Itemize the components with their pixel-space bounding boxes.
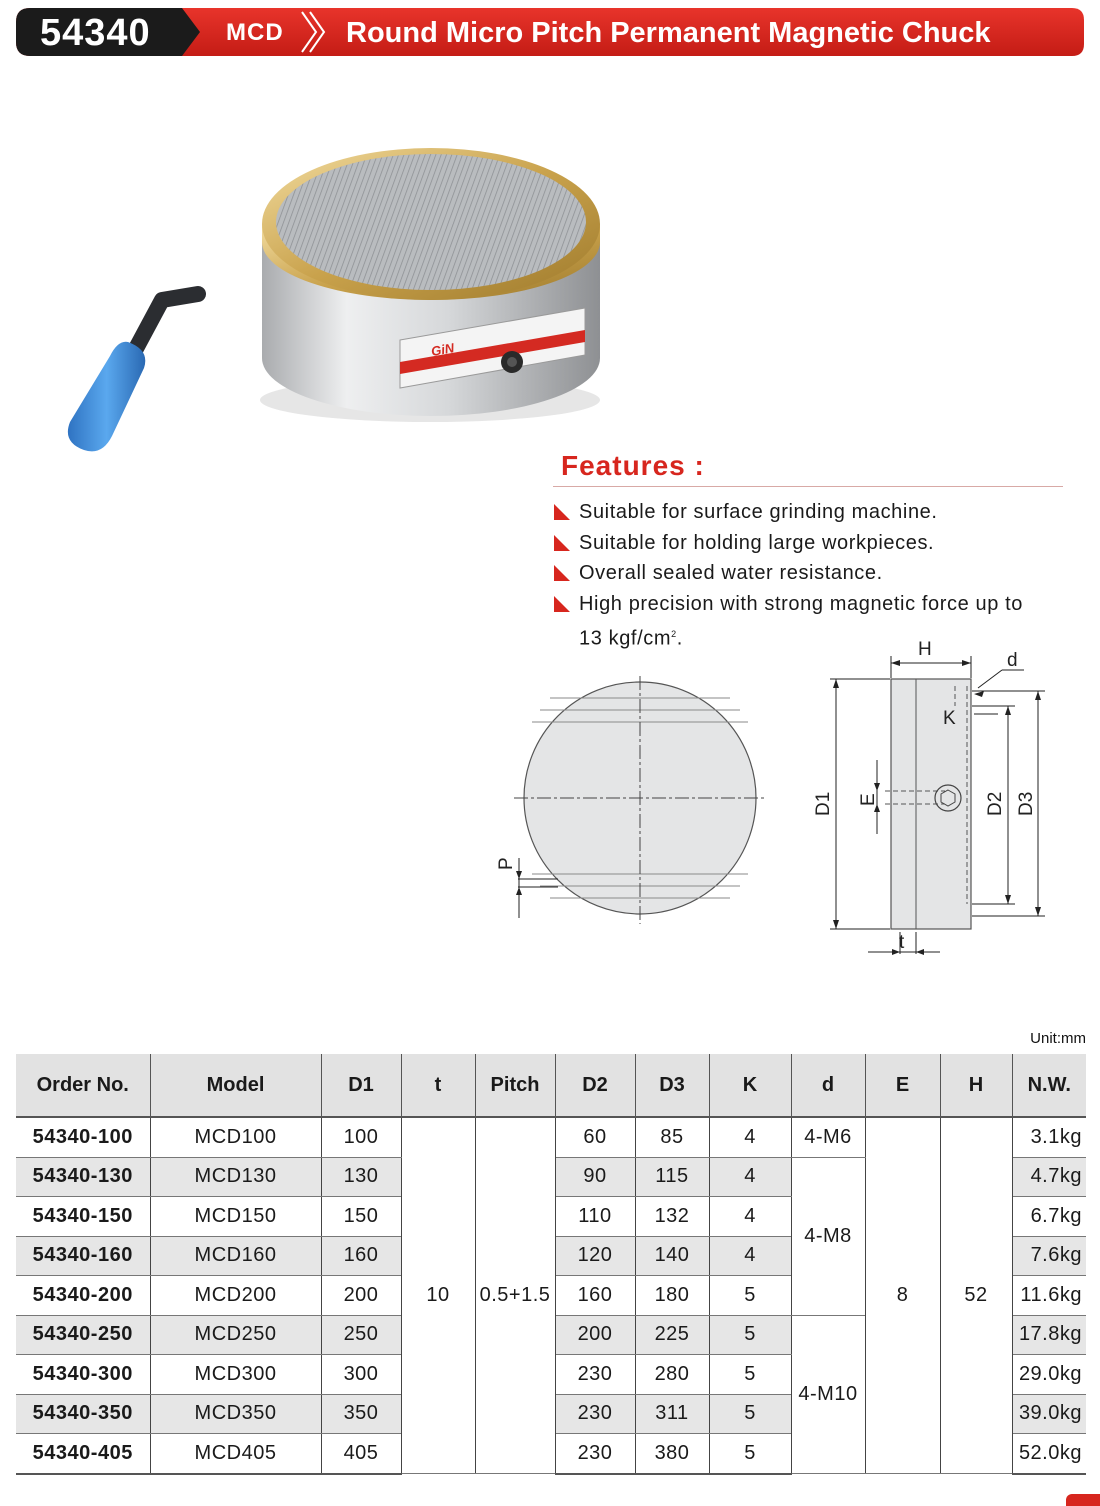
d2-cell: 200 (555, 1315, 635, 1355)
dim-label-e: E (858, 793, 879, 806)
model-cell: MCD300 (150, 1355, 321, 1395)
dim-label-d1: D1 (813, 791, 834, 816)
k-cell: 4 (709, 1197, 791, 1237)
col-header-model: Model (150, 1054, 321, 1117)
model-cell: MCD130 (150, 1157, 321, 1197)
col-header-h: H (940, 1054, 1012, 1117)
model-cell: MCD160 (150, 1236, 321, 1276)
order-no-cell: 54340-350 (16, 1394, 150, 1434)
col-header-e: E (865, 1054, 940, 1117)
feature-text: High precision with strong magnetic force up to (579, 592, 1023, 615)
nw-cell: 29.0kg (1012, 1355, 1086, 1395)
d2-cell: 230 (555, 1434, 635, 1474)
red-triangle-bullet-icon (553, 534, 571, 552)
feature-text: Suitable for surface grinding machine. (579, 501, 938, 523)
technical-drawing (490, 636, 1080, 966)
d1-cell: 405 (321, 1434, 401, 1474)
d1-cell: 300 (321, 1355, 401, 1395)
d3-cell: 380 (635, 1434, 709, 1474)
d-cell: 4-M10 (791, 1315, 865, 1474)
k-cell: 5 (709, 1315, 791, 1355)
model-cell: MCD150 (150, 1197, 321, 1237)
d1-cell: 250 (321, 1315, 401, 1355)
product-image (40, 130, 640, 470)
nw-cell: 3.1kg (1012, 1117, 1086, 1157)
nw-cell: 17.8kg (1012, 1315, 1086, 1355)
d2-cell: 230 (555, 1355, 635, 1395)
nw-cell: 39.0kg (1012, 1394, 1086, 1434)
order-no-cell: 54340-250 (16, 1315, 150, 1355)
features-list (553, 497, 1073, 619)
d1-cell: 160 (321, 1236, 401, 1276)
col-header-d: d (791, 1054, 865, 1117)
order-no-cell: 54340-300 (16, 1355, 150, 1395)
dim-label-d2: D2 (985, 791, 1006, 816)
e-cell: 8 (865, 1117, 940, 1474)
model-cell: MCD405 (150, 1434, 321, 1474)
features-title: Features : (561, 450, 705, 481)
table-row (16, 1117, 1086, 1157)
k-cell: 4 (709, 1236, 791, 1276)
d3-cell: 225 (635, 1315, 709, 1355)
model-cell: MCD250 (150, 1315, 321, 1355)
dim-label-d: d (1007, 650, 1018, 671)
dim-label-h: H (918, 639, 932, 660)
feature-item (553, 558, 1073, 589)
order-no-cell: 54340-130 (16, 1157, 150, 1197)
k-cell: 4 (709, 1117, 791, 1157)
k-cell: 5 (709, 1434, 791, 1474)
nw-cell: 6.7kg (1012, 1197, 1086, 1237)
order-no-cell: 54340-405 (16, 1434, 150, 1474)
order-no-cell: 54340-150 (16, 1197, 150, 1237)
d-cell: 4-M8 (791, 1157, 865, 1315)
dim-label-d3: D3 (1016, 791, 1037, 816)
dim-label-t: t (899, 932, 905, 953)
col-header-t: t (401, 1054, 475, 1117)
feature-text: Overall sealed water resistance. (579, 562, 883, 584)
d3-cell: 280 (635, 1355, 709, 1395)
features-section (553, 450, 1073, 654)
d2-cell: 110 (555, 1197, 635, 1237)
feature-item (553, 497, 1073, 528)
k-cell: 5 (709, 1276, 791, 1316)
red-triangle-bullet-icon (553, 503, 571, 521)
model-cell: MCD100 (150, 1117, 321, 1157)
d2-cell: 120 (555, 1236, 635, 1276)
t-cell: 10 (401, 1117, 475, 1474)
col-header-order-no: Order No. (16, 1054, 150, 1117)
col-header-pitch: Pitch (475, 1054, 555, 1117)
order-no-cell: 54340-100 (16, 1117, 150, 1157)
pitch-cell: 0.5+1.5 (475, 1117, 555, 1474)
d1-cell: 200 (321, 1276, 401, 1316)
d3-cell: 311 (635, 1394, 709, 1434)
d3-cell: 132 (635, 1197, 709, 1237)
nw-cell: 11.6kg (1012, 1276, 1086, 1316)
order-no-cell: 54340-200 (16, 1276, 150, 1316)
nw-cell: 52.0kg (1012, 1434, 1086, 1474)
d1-cell: 150 (321, 1197, 401, 1237)
page-number-tab (1066, 1494, 1100, 1506)
header-banner (16, 8, 1084, 56)
model-cell: MCD200 (150, 1276, 321, 1316)
unit-label: Unit:mm (1030, 1030, 1086, 1047)
d-cell: 4-M6 (791, 1117, 865, 1157)
nw-cell: 7.6kg (1012, 1236, 1086, 1276)
d3-cell: 85 (635, 1117, 709, 1157)
d1-cell: 100 (321, 1117, 401, 1157)
d3-cell: 140 (635, 1236, 709, 1276)
feature-item (553, 528, 1073, 559)
d1-cell: 130 (321, 1157, 401, 1197)
series-label: MCD (226, 19, 284, 46)
col-header-d1: D1 (321, 1054, 401, 1117)
col-header-d2: D2 (555, 1054, 635, 1117)
k-cell: 5 (709, 1355, 791, 1395)
dim-label-p: P (496, 857, 517, 870)
svg-text:GiN: GiN (429, 340, 456, 359)
feature-continuation: 13 kgf/$cm^2$. (579, 627, 683, 650)
d2-cell: 230 (555, 1394, 635, 1434)
page-title: Round Micro Pitch Permanent Magnetic Chuck (346, 17, 991, 49)
d2-cell: 160 (555, 1276, 635, 1316)
feature-text: Suitable for holding large workpieces. (579, 531, 935, 554)
d2-cell: 60 (555, 1117, 635, 1157)
model-cell: MCD350 (150, 1394, 321, 1434)
dim-label-k: K (943, 708, 956, 729)
nw-cell: 4.7kg (1012, 1157, 1086, 1197)
order-no-cell: 54340-160 (16, 1236, 150, 1276)
spec-table (16, 1054, 1086, 1475)
feature-item (553, 589, 1073, 620)
d1-cell: 350 (321, 1394, 401, 1434)
col-header-d3: D3 (635, 1054, 709, 1117)
d3-cell: 115 (635, 1157, 709, 1197)
h-cell: 52 (940, 1117, 1012, 1474)
k-cell: 5 (709, 1394, 791, 1434)
k-cell: 4 (709, 1157, 791, 1197)
col-header-nw: N.W. (1012, 1054, 1086, 1117)
red-triangle-bullet-icon (553, 595, 571, 613)
red-triangle-bullet-icon (553, 564, 571, 582)
table-header-row (16, 1054, 1086, 1117)
product-code: 54340 (40, 12, 151, 54)
features-divider (553, 486, 1063, 487)
col-header-k: K (709, 1054, 791, 1117)
d2-cell: 90 (555, 1157, 635, 1197)
d3-cell: 180 (635, 1276, 709, 1316)
